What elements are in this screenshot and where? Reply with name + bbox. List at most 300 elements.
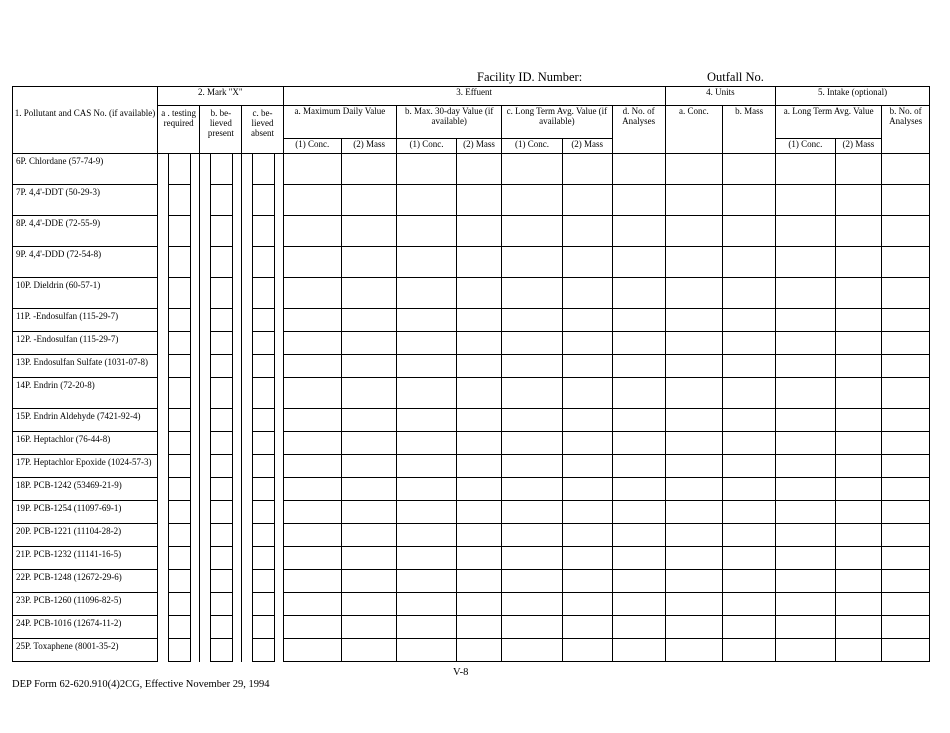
long-term-mass-cell[interactable]	[562, 639, 612, 662]
max-daily-conc-cell[interactable]	[283, 501, 341, 524]
long-term-mass-cell[interactable]	[562, 616, 612, 639]
testing-required-checkbox[interactable]	[168, 154, 190, 185]
intake-conc-cell[interactable]	[776, 154, 836, 185]
believed-present-checkbox[interactable]	[211, 409, 233, 432]
max-30day-mass-cell[interactable]	[456, 616, 501, 639]
believed-present-checkbox[interactable]	[211, 432, 233, 455]
intake-mass-cell[interactable]	[835, 332, 882, 355]
testing-required-checkbox[interactable]	[168, 524, 190, 547]
max-daily-conc-cell[interactable]	[283, 278, 341, 309]
units-conc-cell[interactable]	[665, 278, 722, 309]
no-analyses-cell[interactable]	[612, 455, 665, 478]
max-daily-mass-cell[interactable]	[342, 154, 397, 185]
units-conc-cell[interactable]	[665, 378, 722, 409]
intake-conc-cell[interactable]	[776, 524, 836, 547]
max-daily-conc-cell[interactable]	[283, 593, 341, 616]
testing-required-checkbox[interactable]	[168, 378, 190, 409]
believed-absent-checkbox[interactable]	[253, 616, 275, 639]
long-term-mass-cell[interactable]	[562, 247, 612, 278]
max-daily-conc-cell[interactable]	[283, 547, 341, 570]
no-analyses-cell[interactable]	[612, 278, 665, 309]
max-30day-mass-cell[interactable]	[456, 455, 501, 478]
long-term-mass-cell[interactable]	[562, 309, 612, 332]
units-mass-cell[interactable]	[723, 154, 776, 185]
long-term-conc-cell[interactable]	[502, 278, 563, 309]
long-term-conc-cell[interactable]	[502, 478, 563, 501]
long-term-mass-cell[interactable]	[562, 570, 612, 593]
testing-required-checkbox[interactable]	[168, 216, 190, 247]
max-30day-conc-cell[interactable]	[397, 432, 457, 455]
intake-mass-cell[interactable]	[835, 247, 882, 278]
max-30day-mass-cell[interactable]	[456, 378, 501, 409]
intake-conc-cell[interactable]	[776, 409, 836, 432]
max-daily-conc-cell[interactable]	[283, 216, 341, 247]
intake-no-analyses-cell[interactable]	[882, 332, 930, 355]
max-30day-conc-cell[interactable]	[397, 355, 457, 378]
max-daily-conc-cell[interactable]	[283, 332, 341, 355]
intake-no-analyses-cell[interactable]	[882, 639, 930, 662]
believed-absent-checkbox[interactable]	[253, 639, 275, 662]
no-analyses-cell[interactable]	[612, 501, 665, 524]
intake-mass-cell[interactable]	[835, 570, 882, 593]
long-term-conc-cell[interactable]	[502, 639, 563, 662]
believed-present-checkbox[interactable]	[211, 455, 233, 478]
believed-absent-checkbox[interactable]	[253, 278, 275, 309]
max-daily-conc-cell[interactable]	[283, 639, 341, 662]
intake-no-analyses-cell[interactable]	[882, 570, 930, 593]
units-mass-cell[interactable]	[723, 547, 776, 570]
max-daily-conc-cell[interactable]	[283, 455, 341, 478]
no-analyses-cell[interactable]	[612, 616, 665, 639]
testing-required-checkbox[interactable]	[168, 455, 190, 478]
max-30day-mass-cell[interactable]	[456, 332, 501, 355]
no-analyses-cell[interactable]	[612, 639, 665, 662]
intake-conc-cell[interactable]	[776, 593, 836, 616]
units-conc-cell[interactable]	[665, 432, 722, 455]
intake-mass-cell[interactable]	[835, 593, 882, 616]
units-mass-cell[interactable]	[723, 432, 776, 455]
intake-conc-cell[interactable]	[776, 216, 836, 247]
max-daily-conc-cell[interactable]	[283, 409, 341, 432]
max-30day-conc-cell[interactable]	[397, 570, 457, 593]
units-mass-cell[interactable]	[723, 639, 776, 662]
max-30day-conc-cell[interactable]	[397, 616, 457, 639]
long-term-conc-cell[interactable]	[502, 593, 563, 616]
max-30day-mass-cell[interactable]	[456, 547, 501, 570]
units-conc-cell[interactable]	[665, 247, 722, 278]
testing-required-checkbox[interactable]	[168, 547, 190, 570]
believed-absent-checkbox[interactable]	[253, 432, 275, 455]
max-30day-conc-cell[interactable]	[397, 639, 457, 662]
max-30day-conc-cell[interactable]	[397, 524, 457, 547]
believed-present-checkbox[interactable]	[211, 547, 233, 570]
max-daily-conc-cell[interactable]	[283, 378, 341, 409]
believed-present-checkbox[interactable]	[211, 355, 233, 378]
intake-conc-cell[interactable]	[776, 616, 836, 639]
intake-mass-cell[interactable]	[835, 309, 882, 332]
intake-mass-cell[interactable]	[835, 639, 882, 662]
intake-conc-cell[interactable]	[776, 278, 836, 309]
no-analyses-cell[interactable]	[612, 216, 665, 247]
max-daily-mass-cell[interactable]	[342, 478, 397, 501]
intake-mass-cell[interactable]	[835, 185, 882, 216]
units-mass-cell[interactable]	[723, 355, 776, 378]
max-30day-mass-cell[interactable]	[456, 501, 501, 524]
testing-required-checkbox[interactable]	[168, 185, 190, 216]
believed-present-checkbox[interactable]	[211, 501, 233, 524]
believed-present-checkbox[interactable]	[211, 216, 233, 247]
intake-no-analyses-cell[interactable]	[882, 216, 930, 247]
units-mass-cell[interactable]	[723, 455, 776, 478]
units-mass-cell[interactable]	[723, 616, 776, 639]
intake-conc-cell[interactable]	[776, 547, 836, 570]
intake-conc-cell[interactable]	[776, 455, 836, 478]
units-conc-cell[interactable]	[665, 639, 722, 662]
believed-absent-checkbox[interactable]	[253, 216, 275, 247]
believed-present-checkbox[interactable]	[211, 593, 233, 616]
no-analyses-cell[interactable]	[612, 355, 665, 378]
long-term-conc-cell[interactable]	[502, 547, 563, 570]
intake-mass-cell[interactable]	[835, 154, 882, 185]
units-conc-cell[interactable]	[665, 524, 722, 547]
units-mass-cell[interactable]	[723, 185, 776, 216]
intake-mass-cell[interactable]	[835, 501, 882, 524]
believed-present-checkbox[interactable]	[211, 154, 233, 185]
believed-present-checkbox[interactable]	[211, 378, 233, 409]
intake-conc-cell[interactable]	[776, 432, 836, 455]
believed-absent-checkbox[interactable]	[253, 570, 275, 593]
long-term-conc-cell[interactable]	[502, 501, 563, 524]
units-conc-cell[interactable]	[665, 216, 722, 247]
units-mass-cell[interactable]	[723, 570, 776, 593]
believed-absent-checkbox[interactable]	[253, 593, 275, 616]
units-mass-cell[interactable]	[723, 332, 776, 355]
intake-mass-cell[interactable]	[835, 432, 882, 455]
intake-conc-cell[interactable]	[776, 378, 836, 409]
max-daily-mass-cell[interactable]	[342, 524, 397, 547]
max-daily-mass-cell[interactable]	[342, 616, 397, 639]
believed-absent-checkbox[interactable]	[253, 547, 275, 570]
testing-required-checkbox[interactable]	[168, 309, 190, 332]
believed-absent-checkbox[interactable]	[253, 524, 275, 547]
testing-required-checkbox[interactable]	[168, 247, 190, 278]
max-30day-mass-cell[interactable]	[456, 247, 501, 278]
intake-no-analyses-cell[interactable]	[882, 501, 930, 524]
intake-no-analyses-cell[interactable]	[882, 524, 930, 547]
intake-mass-cell[interactable]	[835, 455, 882, 478]
believed-present-checkbox[interactable]	[211, 524, 233, 547]
intake-mass-cell[interactable]	[835, 378, 882, 409]
max-30day-conc-cell[interactable]	[397, 247, 457, 278]
max-daily-mass-cell[interactable]	[342, 378, 397, 409]
intake-no-analyses-cell[interactable]	[882, 378, 930, 409]
max-30day-mass-cell[interactable]	[456, 309, 501, 332]
long-term-mass-cell[interactable]	[562, 278, 612, 309]
no-analyses-cell[interactable]	[612, 547, 665, 570]
believed-present-checkbox[interactable]	[211, 278, 233, 309]
testing-required-checkbox[interactable]	[168, 639, 190, 662]
no-analyses-cell[interactable]	[612, 432, 665, 455]
long-term-mass-cell[interactable]	[562, 154, 612, 185]
testing-required-checkbox[interactable]	[168, 409, 190, 432]
intake-mass-cell[interactable]	[835, 278, 882, 309]
units-conc-cell[interactable]	[665, 570, 722, 593]
max-30day-conc-cell[interactable]	[397, 154, 457, 185]
believed-present-checkbox[interactable]	[211, 478, 233, 501]
max-daily-mass-cell[interactable]	[342, 501, 397, 524]
max-30day-mass-cell[interactable]	[456, 409, 501, 432]
no-analyses-cell[interactable]	[612, 570, 665, 593]
units-conc-cell[interactable]	[665, 616, 722, 639]
max-daily-conc-cell[interactable]	[283, 478, 341, 501]
long-term-mass-cell[interactable]	[562, 409, 612, 432]
intake-no-analyses-cell[interactable]	[882, 455, 930, 478]
intake-mass-cell[interactable]	[835, 478, 882, 501]
max-30day-conc-cell[interactable]	[397, 216, 457, 247]
max-daily-conc-cell[interactable]	[283, 570, 341, 593]
testing-required-checkbox[interactable]	[168, 593, 190, 616]
units-conc-cell[interactable]	[665, 309, 722, 332]
max-daily-conc-cell[interactable]	[283, 185, 341, 216]
max-30day-conc-cell[interactable]	[397, 501, 457, 524]
units-mass-cell[interactable]	[723, 478, 776, 501]
intake-conc-cell[interactable]	[776, 478, 836, 501]
believed-absent-checkbox[interactable]	[253, 355, 275, 378]
units-mass-cell[interactable]	[723, 593, 776, 616]
long-term-conc-cell[interactable]	[502, 616, 563, 639]
intake-mass-cell[interactable]	[835, 409, 882, 432]
long-term-mass-cell[interactable]	[562, 355, 612, 378]
max-daily-mass-cell[interactable]	[342, 593, 397, 616]
units-conc-cell[interactable]	[665, 455, 722, 478]
intake-mass-cell[interactable]	[835, 216, 882, 247]
long-term-conc-cell[interactable]	[502, 409, 563, 432]
units-mass-cell[interactable]	[723, 378, 776, 409]
intake-no-analyses-cell[interactable]	[882, 409, 930, 432]
max-daily-mass-cell[interactable]	[342, 570, 397, 593]
long-term-conc-cell[interactable]	[502, 432, 563, 455]
intake-no-analyses-cell[interactable]	[882, 247, 930, 278]
no-analyses-cell[interactable]	[612, 409, 665, 432]
long-term-conc-cell[interactable]	[502, 309, 563, 332]
testing-required-checkbox[interactable]	[168, 570, 190, 593]
units-conc-cell[interactable]	[665, 593, 722, 616]
units-mass-cell[interactable]	[723, 247, 776, 278]
units-mass-cell[interactable]	[723, 216, 776, 247]
max-daily-mass-cell[interactable]	[342, 547, 397, 570]
no-analyses-cell[interactable]	[612, 478, 665, 501]
intake-no-analyses-cell[interactable]	[882, 278, 930, 309]
long-term-mass-cell[interactable]	[562, 478, 612, 501]
long-term-mass-cell[interactable]	[562, 524, 612, 547]
intake-no-analyses-cell[interactable]	[882, 154, 930, 185]
max-30day-mass-cell[interactable]	[456, 478, 501, 501]
max-30day-mass-cell[interactable]	[456, 639, 501, 662]
long-term-mass-cell[interactable]	[562, 432, 612, 455]
long-term-mass-cell[interactable]	[562, 332, 612, 355]
max-30day-mass-cell[interactable]	[456, 278, 501, 309]
intake-no-analyses-cell[interactable]	[882, 478, 930, 501]
believed-present-checkbox[interactable]	[211, 570, 233, 593]
max-30day-mass-cell[interactable]	[456, 593, 501, 616]
units-mass-cell[interactable]	[723, 278, 776, 309]
intake-conc-cell[interactable]	[776, 501, 836, 524]
testing-required-checkbox[interactable]	[168, 501, 190, 524]
max-daily-conc-cell[interactable]	[283, 309, 341, 332]
long-term-conc-cell[interactable]	[502, 332, 563, 355]
max-daily-conc-cell[interactable]	[283, 524, 341, 547]
intake-no-analyses-cell[interactable]	[882, 547, 930, 570]
max-daily-mass-cell[interactable]	[342, 278, 397, 309]
max-30day-conc-cell[interactable]	[397, 547, 457, 570]
testing-required-checkbox[interactable]	[168, 278, 190, 309]
long-term-conc-cell[interactable]	[502, 570, 563, 593]
units-conc-cell[interactable]	[665, 501, 722, 524]
max-30day-conc-cell[interactable]	[397, 278, 457, 309]
units-mass-cell[interactable]	[723, 501, 776, 524]
long-term-mass-cell[interactable]	[562, 216, 612, 247]
max-30day-mass-cell[interactable]	[456, 432, 501, 455]
believed-absent-checkbox[interactable]	[253, 185, 275, 216]
long-term-conc-cell[interactable]	[502, 185, 563, 216]
no-analyses-cell[interactable]	[612, 309, 665, 332]
max-30day-mass-cell[interactable]	[456, 524, 501, 547]
believed-absent-checkbox[interactable]	[253, 455, 275, 478]
long-term-conc-cell[interactable]	[502, 378, 563, 409]
units-conc-cell[interactable]	[665, 154, 722, 185]
long-term-mass-cell[interactable]	[562, 185, 612, 216]
testing-required-checkbox[interactable]	[168, 332, 190, 355]
long-term-conc-cell[interactable]	[502, 355, 563, 378]
intake-no-analyses-cell[interactable]	[882, 593, 930, 616]
believed-present-checkbox[interactable]	[211, 616, 233, 639]
max-daily-mass-cell[interactable]	[342, 185, 397, 216]
believed-absent-checkbox[interactable]	[253, 409, 275, 432]
believed-present-checkbox[interactable]	[211, 247, 233, 278]
intake-mass-cell[interactable]	[835, 524, 882, 547]
intake-mass-cell[interactable]	[835, 616, 882, 639]
no-analyses-cell[interactable]	[612, 332, 665, 355]
long-term-mass-cell[interactable]	[562, 547, 612, 570]
believed-absent-checkbox[interactable]	[253, 378, 275, 409]
max-daily-mass-cell[interactable]	[342, 432, 397, 455]
testing-required-checkbox[interactable]	[168, 432, 190, 455]
testing-required-checkbox[interactable]	[168, 478, 190, 501]
intake-conc-cell[interactable]	[776, 185, 836, 216]
units-mass-cell[interactable]	[723, 309, 776, 332]
no-analyses-cell[interactable]	[612, 185, 665, 216]
believed-present-checkbox[interactable]	[211, 309, 233, 332]
intake-no-analyses-cell[interactable]	[882, 309, 930, 332]
max-30day-conc-cell[interactable]	[397, 185, 457, 216]
max-daily-mass-cell[interactable]	[342, 455, 397, 478]
long-term-mass-cell[interactable]	[562, 455, 612, 478]
max-daily-conc-cell[interactable]	[283, 616, 341, 639]
intake-conc-cell[interactable]	[776, 355, 836, 378]
max-30day-conc-cell[interactable]	[397, 455, 457, 478]
max-30day-conc-cell[interactable]	[397, 478, 457, 501]
believed-present-checkbox[interactable]	[211, 332, 233, 355]
long-term-conc-cell[interactable]	[502, 216, 563, 247]
intake-conc-cell[interactable]	[776, 309, 836, 332]
max-daily-mass-cell[interactable]	[342, 332, 397, 355]
max-daily-conc-cell[interactable]	[283, 355, 341, 378]
no-analyses-cell[interactable]	[612, 378, 665, 409]
max-daily-conc-cell[interactable]	[283, 154, 341, 185]
long-term-mass-cell[interactable]	[562, 593, 612, 616]
units-mass-cell[interactable]	[723, 409, 776, 432]
testing-required-checkbox[interactable]	[168, 616, 190, 639]
believed-present-checkbox[interactable]	[211, 639, 233, 662]
intake-no-analyses-cell[interactable]	[882, 355, 930, 378]
units-conc-cell[interactable]	[665, 478, 722, 501]
max-daily-mass-cell[interactable]	[342, 247, 397, 278]
max-30day-conc-cell[interactable]	[397, 309, 457, 332]
believed-absent-checkbox[interactable]	[253, 332, 275, 355]
max-30day-conc-cell[interactable]	[397, 409, 457, 432]
max-30day-mass-cell[interactable]	[456, 154, 501, 185]
believed-present-checkbox[interactable]	[211, 185, 233, 216]
believed-absent-checkbox[interactable]	[253, 154, 275, 185]
max-daily-conc-cell[interactable]	[283, 247, 341, 278]
no-analyses-cell[interactable]	[612, 593, 665, 616]
intake-conc-cell[interactable]	[776, 332, 836, 355]
no-analyses-cell[interactable]	[612, 524, 665, 547]
max-30day-conc-cell[interactable]	[397, 593, 457, 616]
intake-no-analyses-cell[interactable]	[882, 616, 930, 639]
max-daily-conc-cell[interactable]	[283, 432, 341, 455]
max-daily-mass-cell[interactable]	[342, 409, 397, 432]
testing-required-checkbox[interactable]	[168, 355, 190, 378]
intake-conc-cell[interactable]	[776, 247, 836, 278]
max-daily-mass-cell[interactable]	[342, 309, 397, 332]
no-analyses-cell[interactable]	[612, 154, 665, 185]
intake-no-analyses-cell[interactable]	[882, 185, 930, 216]
intake-no-analyses-cell[interactable]	[882, 432, 930, 455]
long-term-conc-cell[interactable]	[502, 154, 563, 185]
max-daily-mass-cell[interactable]	[342, 216, 397, 247]
long-term-conc-cell[interactable]	[502, 247, 563, 278]
units-conc-cell[interactable]	[665, 409, 722, 432]
max-30day-mass-cell[interactable]	[456, 570, 501, 593]
max-30day-mass-cell[interactable]	[456, 216, 501, 247]
believed-absent-checkbox[interactable]	[253, 309, 275, 332]
long-term-mass-cell[interactable]	[562, 501, 612, 524]
units-mass-cell[interactable]	[723, 524, 776, 547]
believed-absent-checkbox[interactable]	[253, 247, 275, 278]
max-30day-conc-cell[interactable]	[397, 378, 457, 409]
believed-absent-checkbox[interactable]	[253, 478, 275, 501]
intake-conc-cell[interactable]	[776, 570, 836, 593]
intake-mass-cell[interactable]	[835, 355, 882, 378]
long-term-conc-cell[interactable]	[502, 455, 563, 478]
intake-mass-cell[interactable]	[835, 547, 882, 570]
max-30day-mass-cell[interactable]	[456, 185, 501, 216]
max-daily-mass-cell[interactable]	[342, 355, 397, 378]
max-daily-mass-cell[interactable]	[342, 639, 397, 662]
max-30day-conc-cell[interactable]	[397, 332, 457, 355]
units-conc-cell[interactable]	[665, 185, 722, 216]
max-30day-mass-cell[interactable]	[456, 355, 501, 378]
units-conc-cell[interactable]	[665, 355, 722, 378]
intake-conc-cell[interactable]	[776, 639, 836, 662]
units-conc-cell[interactable]	[665, 332, 722, 355]
believed-absent-checkbox[interactable]	[253, 501, 275, 524]
long-term-mass-cell[interactable]	[562, 378, 612, 409]
long-term-conc-cell[interactable]	[502, 524, 563, 547]
units-conc-cell[interactable]	[665, 547, 722, 570]
no-analyses-cell[interactable]	[612, 247, 665, 278]
